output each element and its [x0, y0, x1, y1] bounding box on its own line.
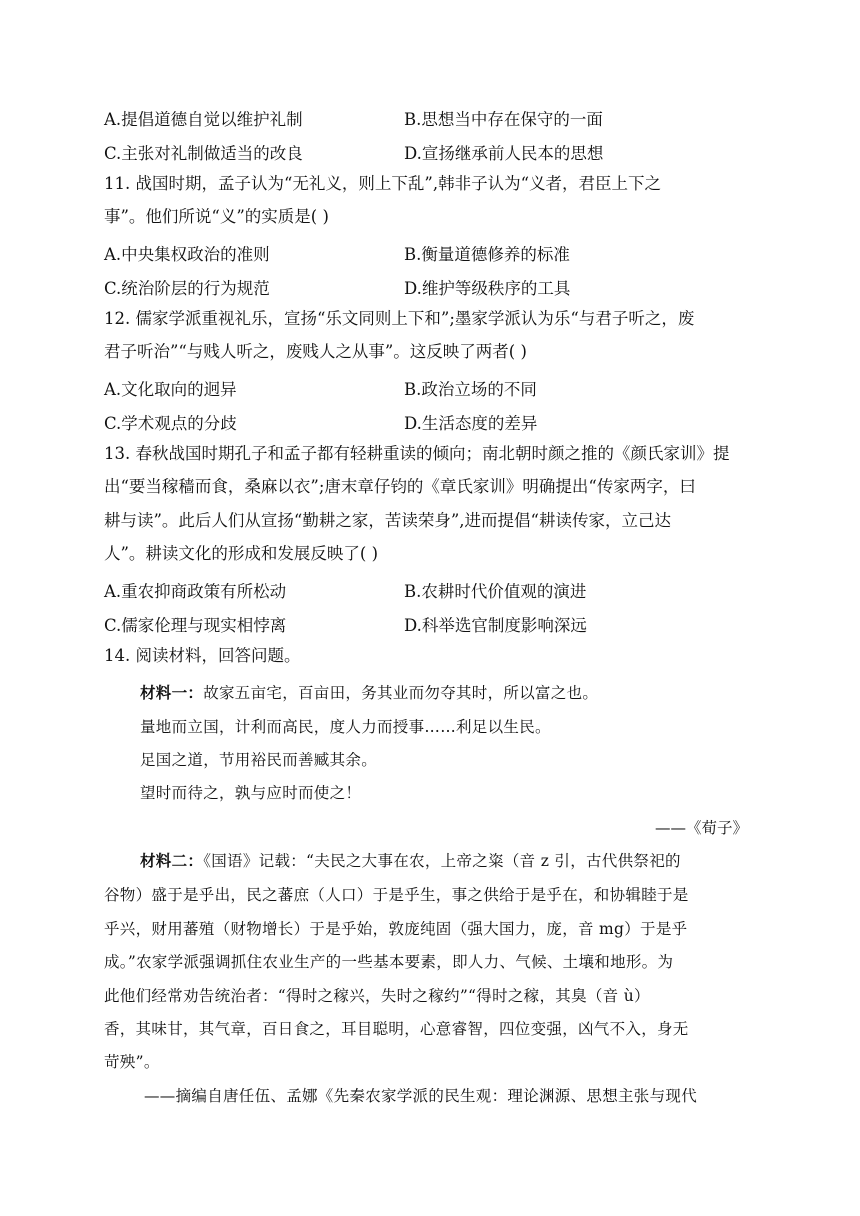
q14-material-2-source: ——摘编自唐任伍、孟娜《先秦农家学派的民生观：理论渊源、思想主张与现代 [144, 1087, 698, 1105]
q14-material-2-line-1 [140, 849, 681, 871]
q10-option-c[interactable]: C.主张对礼制做适当的改良 [104, 144, 303, 163]
q14-material-2-line-6: 香，其味甘，其气章，百日食之，耳目聪明，心意睿智，四位变强，凶气不入，身无 [104, 1020, 689, 1038]
q14-material-2-line-7: 苛殃”。 [104, 1053, 160, 1071]
q11-option-a[interactable]: A.中央集权政治的准则 [104, 245, 270, 264]
q12-option-c[interactable]: C.学术观点的分歧 [104, 414, 237, 433]
q14-material-2-line-4: 成。”农家学派强调抓住农业生产的一些基本要素，即人力、气候、土壤和地形。为 [104, 953, 674, 971]
material-2-label: 材料二： [140, 851, 204, 870]
q10-option-d[interactable]: D.宣扬继承前人民本的思想 [404, 144, 604, 163]
q13-stem-line-1: 13. 春秋战国时期孔子和孟子都有轻耕重读的倾向；南北朝时颜之推的《颜氏家训》提 [104, 444, 730, 463]
q11-stem-line-1: 11. 战国时期，孟子认为“无礼义，则上下乱”,韩非子认为“义者，君臣上下之 [104, 174, 662, 193]
material-1-label: 材料一： [140, 683, 204, 702]
q14-material-1-line-3: 足国之道，节用裕民而善臧其余。 [140, 751, 378, 769]
q14-material-2-line-5: 此他们经常劝告统治者：“得时之稼兴，失时之稼约”“得时之稼，其臭（音 ù） [104, 987, 650, 1005]
q12-option-b[interactable]: B.政治立场的不同 [404, 380, 537, 399]
q14-material-1-line-1 [140, 681, 598, 703]
q13-option-a[interactable]: A.重农抑商政策有所松动 [104, 582, 287, 601]
q12-stem-line-2: 君子听治”“与贱人听之，废贱人之从事”。这反映了两者( ) [104, 342, 527, 361]
q14-material-2-line-2: 谷物）盛于是乎出，民之蕃庶（人口）于是乎生，事之供给于是乎在，和协辑睦于是 [104, 886, 689, 904]
q13-stem-line-4: 人”。耕读文化的形成和发展反映了( ) [104, 544, 379, 563]
q12-option-a[interactable]: A.文化取向的迥异 [104, 380, 237, 399]
q11-option-b[interactable]: B.衡量道德修养的标准 [404, 245, 570, 264]
q12-option-d[interactable]: D.生活态度的差异 [404, 414, 538, 433]
q14-material-1-line-2: 量地而立国，计利而高民，度人力而授事……利足以生民。 [140, 718, 551, 736]
q14-material-1-line-4: 望时而待之，孰与应时而使之！ [140, 784, 362, 802]
q10-option-a[interactable]: A.提倡道德自觉以维护礼制 [104, 110, 303, 129]
q12-stem-line-1: 12. 儒家学派重视礼乐，宣扬“乐文同则上下和”;墨家学派认为乐“与君子听之，废 [104, 309, 695, 328]
q11-option-c[interactable]: C.统治阶层的行为规范 [104, 279, 270, 298]
q13-stem-line-3: 耕与读”。此后人们从宣扬“勤耕之家，苦读荣身”,进而提倡“耕读传家，立己达 [104, 511, 671, 530]
q11-stem-line-2: 事”。他们所说“义”的实质是( ) [104, 207, 329, 226]
material-2-text: 《国语》记载：“夫民之大事在农，上帝之粢（音 z 引，古代供祭祀的 [203, 852, 681, 870]
material-1-text: 故家五亩宅，百亩田，务其业而勿夺其时，所以富之也。 [203, 684, 599, 702]
q13-stem-line-2: 出“要当稼穑而食，桑麻以衣”;唐末章仔钧的《章氏家训》明确提出“传家两字，曰 [104, 477, 696, 496]
q14-title: 14. 阅读材料，回答问题。 [104, 646, 301, 665]
q14-material-1-source: ——《荀子》 [654, 819, 748, 837]
q11-option-d[interactable]: D.维护等级秩序的工具 [404, 279, 571, 298]
q13-option-c[interactable]: C.儒家伦理与现实相悖离 [104, 616, 287, 635]
q14-material-2-line-3: 乎兴，财用蕃殖（财物增长）于是乎始，敦庞纯固（强大国力，庞，音 mg）于是乎 [104, 920, 688, 938]
q10-option-b[interactable]: B.思想当中存在保守的一面 [404, 110, 603, 129]
q13-option-d[interactable]: D.科举选官制度影响深远 [404, 616, 587, 635]
q13-option-b[interactable]: B.农耕时代价值观的演进 [404, 582, 587, 601]
